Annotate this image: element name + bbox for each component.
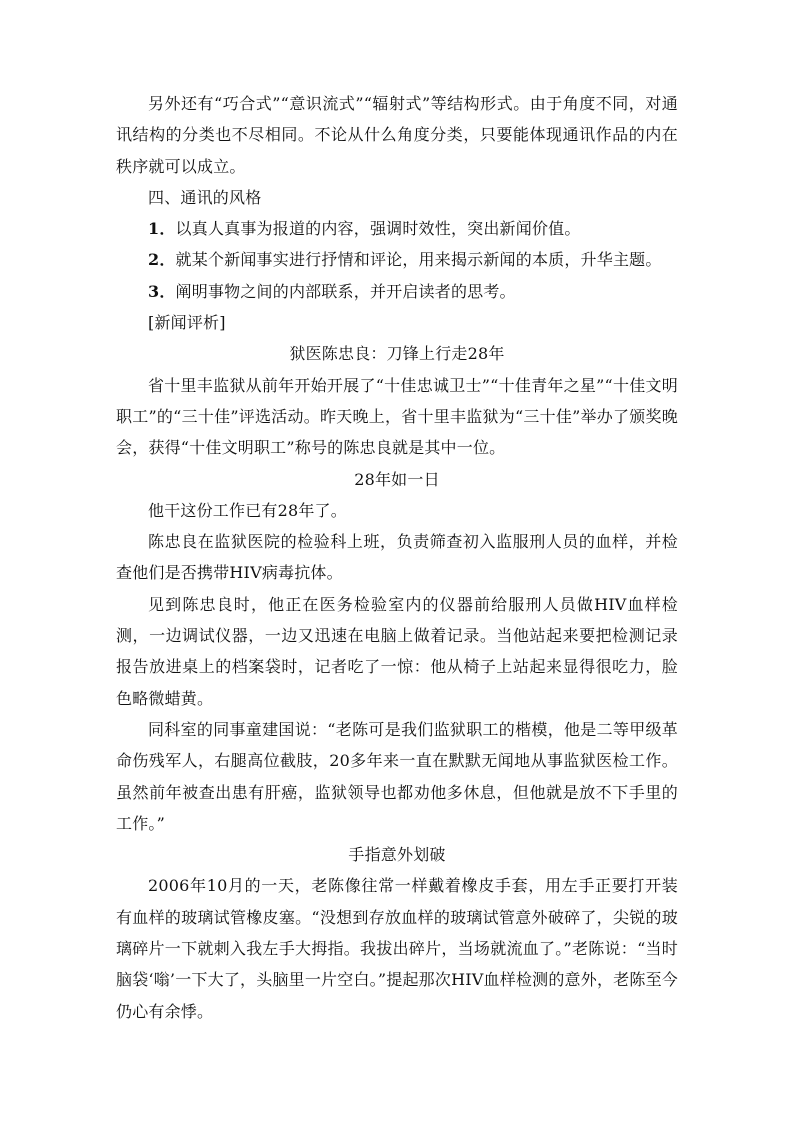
- article-paragraph: 同科室的同事童建国说：“老陈可是我们监狱职工的楷模，他是二等甲级革命伤残军人，右腿高位截肢，20多年来一直在默默无闻地从事监狱医检工作。虽然前年被查出患有肝癌，监狱领导也都劝他多休息，但他就是放不下手里的工作。”: [116, 719, 678, 833]
- paragraph-structure-forms: 另外还有“巧合式”“意识流式”“辐射式”等结构形式。由于角度不同，对通讯结构的分类也不尽相同。不论从什么角度分类，只要能体现通讯作品的内在秩序就可以成立。: [116, 94, 678, 176]
- article-subheading-28-years: 28年如一日: [354, 469, 440, 489]
- article-subheading-finger-cut: 手指意外划破: [348, 845, 446, 865]
- article-paragraph: 2006年10月的一天，老陈像往常一样戴着橡皮手套，用左手正要打开装有血样的玻璃试管橡皮塞。“没想到存放血样的玻璃试管意外破碎了，尖锐的玻璃碎片一下就刺入我左手大拇指。我拔出碎片，当场就流血了。”老陈说：“当时脑袋‘嗡’一下大了，头脑里一片空白。”提起那次HIV血样检测的意外，老陈至今仍心有余悸。: [116, 876, 678, 1021]
- article-intro-paragraph: 省十里丰监狱从前年开始开展了“十佳忠诚卫士”“十佳青年之星”“十佳文明职工”的“三十佳”评选活动。昨天晚上，省十里丰监狱为“三十佳”举办了颁奖晚会，获得“十佳文明职工”称号的陈忠良就是其中一位。: [116, 375, 678, 458]
- style-item-2: [116, 244, 678, 275]
- style-item-number: 2．: [148, 250, 176, 270]
- style-item-number: 3．: [148, 281, 176, 301]
- style-item-number: 1．: [148, 219, 176, 239]
- news-review-label: [新闻评析]: [148, 313, 226, 333]
- article-paragraph: 陈忠良在监狱医院的检验科上班，负责筛查初入监服刑人员的血样，并检查他们是否携带HIV病毒抗体。: [116, 532, 678, 583]
- article-paragraph: 见到陈忠良时，他正在医务检验室内的仪器前给服刑人员做HIV血样检测，一边调试仪器，一边又迅速在电脑上做着记录。当他站起来要把检测记录报告放进桌上的档案袋时，记者吃了一惊：他从椅子上站起来显得很吃力，脸色略微蜡黄。: [116, 594, 678, 708]
- style-item-3: [116, 276, 678, 307]
- document-body: [116, 88, 678, 1027]
- style-item-1: [116, 213, 678, 244]
- style-item-text: 以真人真事为报道的内容，强调时效性，突出新闻价值。: [175, 219, 581, 239]
- style-item-text: 阐明事物之间的内部联系，并开启读者的思考。: [175, 281, 516, 301]
- section-heading-style: 四、通讯的风格: [148, 187, 262, 207]
- article-paragraph: 他干这份工作已有28年了。: [148, 500, 347, 520]
- article-title: 狱医陈忠良：刀锋上行走28年: [289, 344, 505, 364]
- style-item-text: 就某个新闻事实进行抒情和评论，用来揭示新闻的本质，升华主题。: [175, 250, 662, 270]
